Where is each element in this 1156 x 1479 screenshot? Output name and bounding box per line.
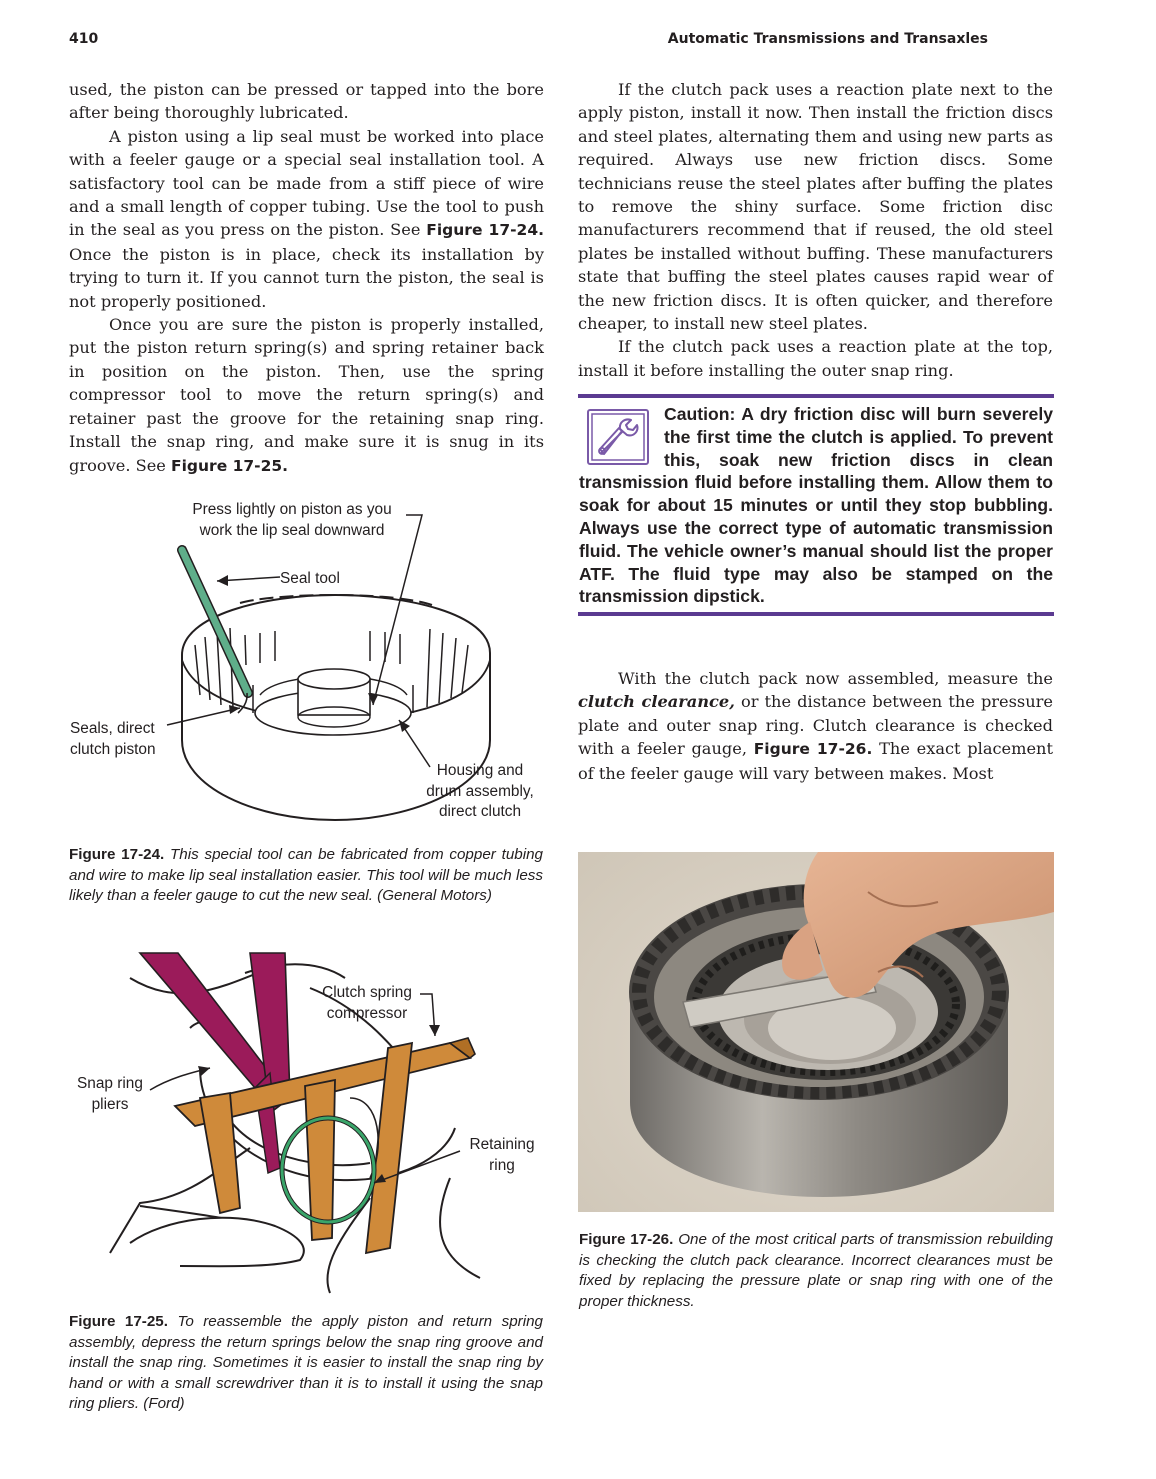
right-column-text-lower: [578, 667, 1053, 785]
label-line: ring: [489, 1156, 515, 1174]
caution-body: Caution: A dry friction disc will burn severely the first time the clutch is applied. To prevent this, soak new friction discs in clean transmission fluid before installing them. Allow them to soak for about 15 minutes or until they stop bubbling. Always use the correct type of automatic transmission fluid. The vehicle owner’s manual should list the proper ATF. The fluid type may also be stamped on the transmission dipstick.: [579, 404, 1053, 607]
caption-label: Figure 17-24.: [69, 846, 165, 863]
figure-reference[interactable]: Figure 17-24.: [426, 221, 544, 240]
figure-17-25-caption: [69, 1312, 543, 1415]
figure-17-24-caption: [69, 845, 543, 907]
label-line: drum assembly,: [426, 782, 534, 800]
caution-text: [579, 403, 1053, 608]
label-line: Press lightly on piston as you: [192, 501, 392, 518]
label-press-lightly: [181, 500, 403, 541]
paragraph-text: With the clutch pack now assembled, measure the: [618, 669, 1053, 688]
label-snap-ring-pliers: [70, 1074, 150, 1115]
label-line: Retaining: [469, 1136, 535, 1153]
label-clutch-spring-compressor: [310, 983, 424, 1024]
paragraph-text: Once the piston is in place, check its installation by trying to turn it. If you cannot turn the piston, the seal is not properly positioned.: [69, 244, 544, 311]
caption-label: Figure 17-25.: [69, 1313, 168, 1330]
paragraph: If the clutch pack uses a reaction plate at the top, install it before installing the outer snap ring.: [578, 337, 1053, 380]
figure-reference[interactable]: Figure 17-26.: [753, 740, 873, 759]
paragraph: used, the piston can be pressed or tapped into the bore after being thoroughly lubricated.: [69, 80, 544, 123]
label-retaining-ring: [462, 1135, 542, 1176]
paragraph-text: or the distance between the pressure plate and outer snap ring. Clutch clearance is checked with a feeler gauge,: [578, 692, 1053, 759]
caption-text: To reassemble the apply piston and return spring assembly, depress the return springs below the snap ring groove and install the snap ring. Sometimes it is easier to install the snap ring by hand or with a small screwdriver than it is to install it using the snap ring pliers. (Ford): [69, 1313, 543, 1413]
clutch-drum-photo-graphic: [578, 852, 1054, 1212]
paragraph-text: A piston using a lip seal must be worked into place with a feeler gauge or a special seal installation tool. A satisfactory tool can be made from a stiff piece of wire and a small length of copper tubing. Use the tool to push in the seal as you press on the piston. See: [69, 126, 544, 240]
label-line: Seals, direct: [70, 720, 155, 737]
caption-text: One of the most critical parts of transmission rebuilding is checking the clutch pack clearance. Incorrect clearances must be fixed by replacing the pressure plate or snap ring with one of the proper thickness.: [579, 1231, 1053, 1310]
label-line: compressor: [326, 1004, 408, 1022]
icon-spacer: [579, 403, 664, 467]
key-term: clutch clearance,: [578, 692, 735, 712]
label-line: Housing and: [436, 762, 524, 779]
right-column-text: [578, 78, 1053, 382]
paragraph-text: The exact placement of the feeler gauge will vary between makes. Most: [578, 739, 1053, 783]
paragraph-text: Once you are sure the piston is properly installed, put the piston return spring(s) and spring retainer back in position on the piston. Then, use the spring compressor tool to move the return spring(s) and retainer past the groove for the retaining snap ring. Install the snap ring, and make sure it is snug in its groove. See: [69, 315, 544, 475]
paragraph: If the clutch pack uses a reaction plate next to the apply piston, install it now. Then install the friction discs and steel plates, alternating them and using new parts as required. Always use new friction discs. Some technicians reuse the steel plates after buffing the plates to remove the shiny surface. Some friction disc manufacturers recommend that if reused, the old steel plates be installed without buffing. These manufacturers state that buffing the steel plates causes rapid wear of the new friction discs. It is often quicker, and therefore cheaper, to install new steel plates.: [578, 80, 1053, 334]
caption-text: This special tool can be fabricated from copper tubing and wire to make lip seal installation easier. This tool will be much less likely than a feeler gauge to cut the new seal. (General Motors): [69, 846, 543, 905]
label-line: clutch piston: [70, 740, 156, 758]
figure-17-26-photo: [578, 852, 1054, 1212]
paragraph: [69, 313, 544, 478]
label-line: Snap ring: [77, 1075, 143, 1092]
running-title: Automatic Transmissions and Transaxles: [667, 31, 988, 47]
figure-17-26-caption: [579, 1230, 1053, 1312]
label-line: Clutch spring: [322, 984, 412, 1001]
label-housing-drum: [418, 761, 542, 823]
label-seal-tool: Seal tool: [280, 570, 340, 587]
caution-top-rule: [578, 394, 1054, 398]
label-line: direct clutch: [438, 803, 522, 820]
caption-label: Figure 17-26.: [579, 1231, 674, 1248]
paragraph: [578, 667, 1053, 785]
label-line: pliers: [91, 1095, 129, 1113]
label-line: work the lip seal downward: [199, 521, 385, 539]
paragraph: [69, 125, 544, 313]
figure-reference[interactable]: Figure 17-25.: [171, 456, 289, 475]
label-seals-direct-clutch-piston: [70, 719, 156, 760]
caution-bottom-rule: [578, 612, 1054, 616]
left-column-text: [69, 78, 544, 478]
page-number: 410: [69, 31, 99, 47]
